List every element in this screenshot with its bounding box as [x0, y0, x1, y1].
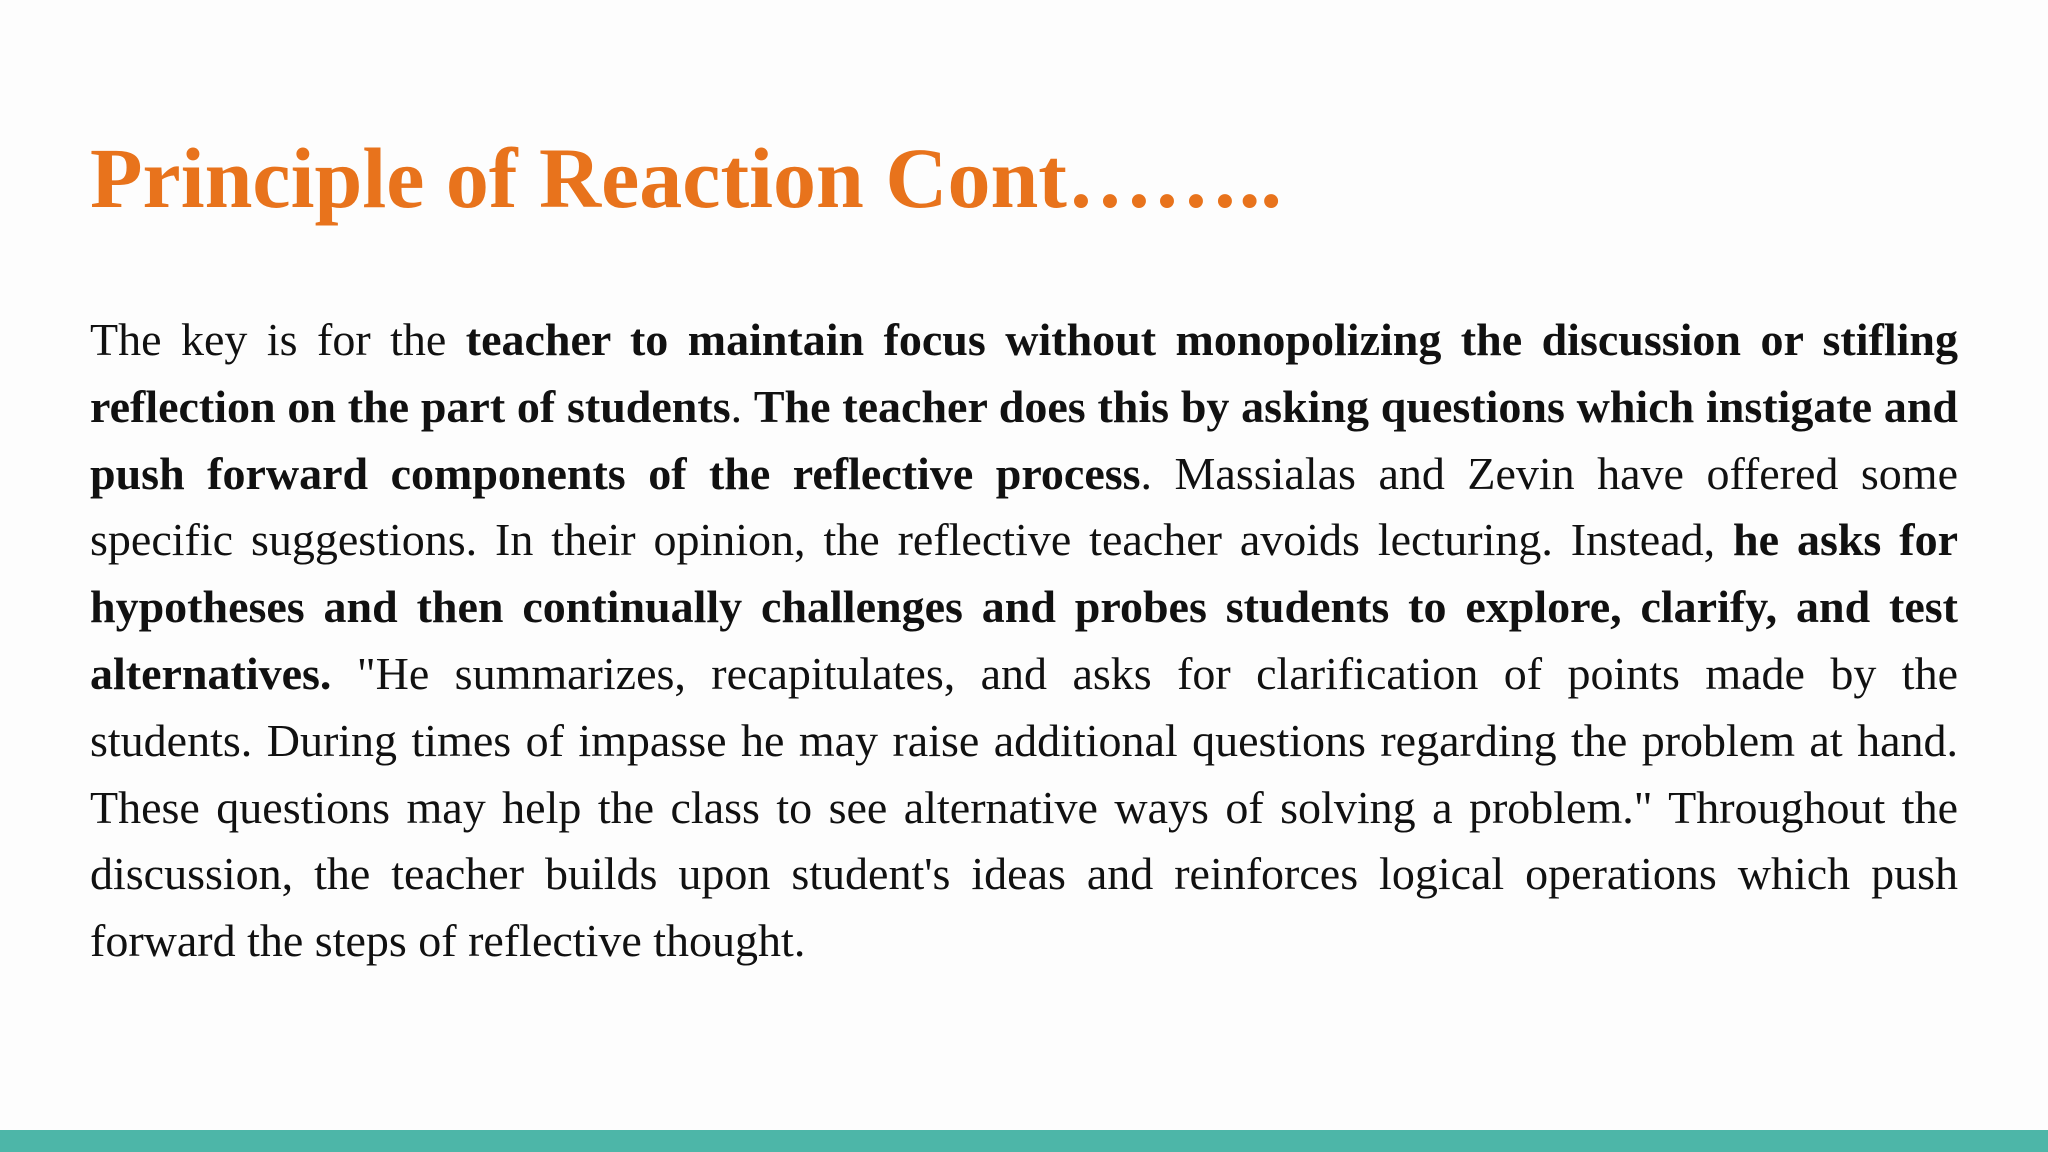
footer-accent-bar — [0, 1130, 2048, 1152]
body-segment: "He summarizes, recapitulates, and asks for clarification of points made by the students. During times of impasse he may raise additional questions regarding the problem at hand. These questions may help the class to see alternative ways of solving a problem." Throughout the discussion, the teacher builds upon student's ideas and reinforces logical operations which push forward the steps of reflective thought. — [90, 647, 1958, 967]
body-segment: The key is for the — [90, 314, 466, 365]
body-segment: . — [730, 380, 754, 432]
body-segment: . Massialas and Zevin have offered some specific suggestions. In their opinion, the reflective teacher avoids lecturing. Instead, — [90, 447, 1958, 566]
slide-body — [90, 307, 1958, 975]
body-segment-bold: he asks for hypotheses and then continually challenges and probes students to explore, clarify, and test alternatives. — [90, 514, 1958, 699]
slide-title: Principle of Reaction Cont…….. — [90, 130, 1282, 226]
body-segment-bold: teacher to maintain focus without monopolizing the discussion or stifling reflection on the part of students — [90, 314, 1958, 432]
body-segment-bold: The teacher does this by asking questions which instigate and push forward components of the reflective process — [90, 380, 1958, 499]
